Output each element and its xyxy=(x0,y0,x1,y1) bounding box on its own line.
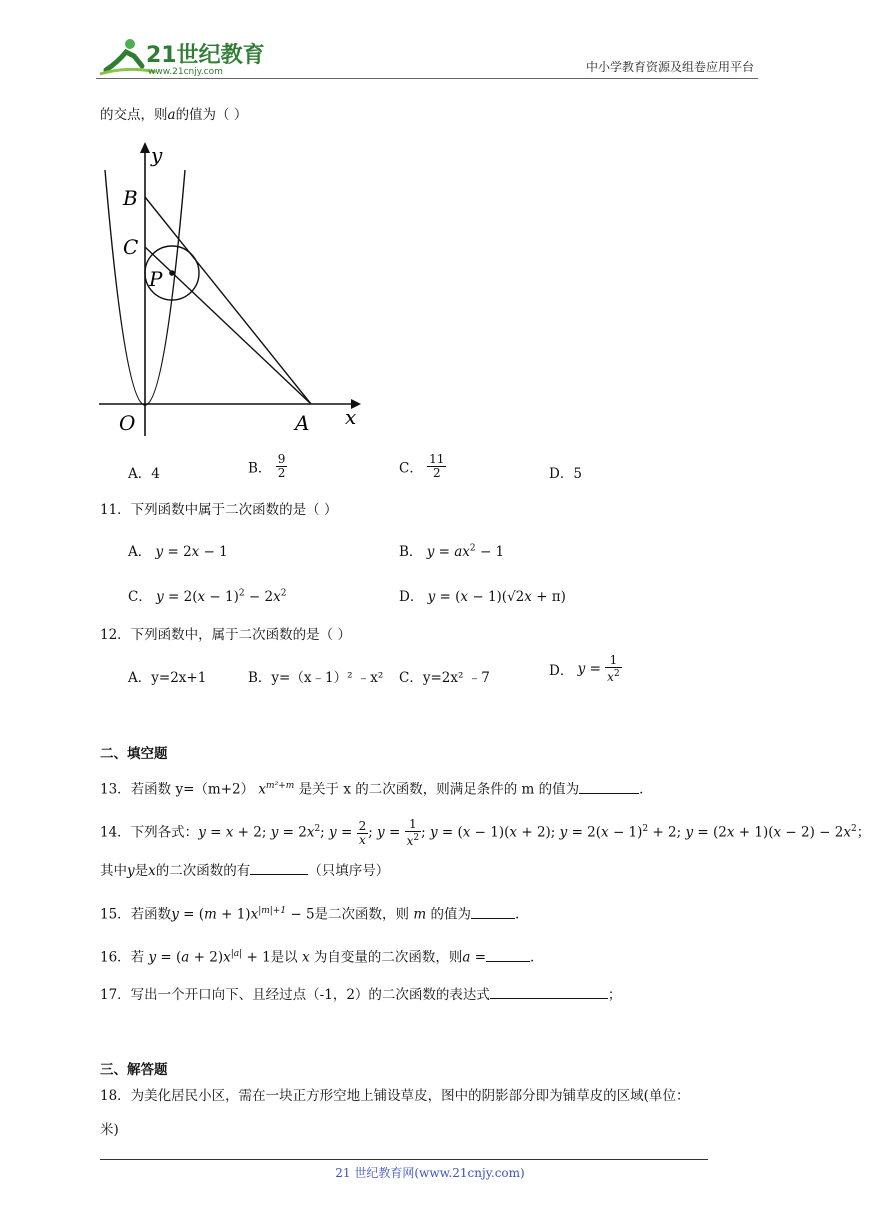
q13-answer-blank[interactable] xyxy=(579,779,639,794)
q12-option-d[interactable]: D． y = $\frac{1}{x^2}$ xyxy=(549,653,620,684)
footer-link[interactable]: 21 世纪教育网(www.21cnjy.com) xyxy=(335,1166,525,1180)
svg-text:B: B xyxy=(123,186,138,210)
svg-text:www.21cnjy.com: www.21cnjy.com xyxy=(148,67,223,77)
q11-option-a[interactable]: A． y = 2x − 1 xyxy=(128,544,228,560)
q14-line1: 14．下列各式：y = x + 2; $y = 2x^2$; y = $\frac{2}{x}$ ; y = $\frac{1}{x^2}$ ; y = (x − 1)(x + 2); $y = 2(x - 1)^2 + 2$; $y = (2x + 1)(x - 2) - 2x^2$； xyxy=(100,817,870,848)
svg-text:y: y xyxy=(151,143,163,167)
q10-option-d[interactable]: D．5 xyxy=(549,466,582,482)
q18-line1: 18．为美化居民小区，需在一块正方形空地上铺设草皮，图中的阴影部分即为铺草皮的区域(单位： xyxy=(100,1088,690,1104)
q10-option-a[interactable]: A．4 xyxy=(128,466,160,482)
section-fill-blank-title: 二、填空题 xyxy=(100,746,168,762)
q12-option-a[interactable]: A．y=2x+1 xyxy=(128,670,207,686)
svg-text:21世纪教育: 21世纪教育 xyxy=(146,43,265,68)
q13: 13．若函数 y=（m+2） $x^{m^2+m}$ 是关于 x 的二次函数，则满足条件的 m 的值为 . xyxy=(100,776,643,800)
svg-text:O: O xyxy=(119,411,136,435)
svg-text:x: x xyxy=(345,405,357,429)
q18-line2: 米) xyxy=(100,1122,119,1138)
svg-text:A: A xyxy=(295,411,310,435)
q12-option-b[interactable]: B．y=（x﹣1）² ﹣x² xyxy=(248,670,384,686)
runner-logo-icon xyxy=(96,36,265,80)
q11-option-d[interactable]: D． y = (x − 1)(√2x + π) xyxy=(399,589,566,605)
q17-answer-blank[interactable] xyxy=(490,984,608,999)
header-platform-name: 中小学教育资源及组卷应用平台 xyxy=(585,60,754,74)
q11-stem: 11．下列函数中属于二次函数的是（ ） xyxy=(100,502,338,518)
q15: 15．若函数$y = (m + 1)x^{|m|+1} - 5$是二次函数，则 m 的值为 . xyxy=(100,901,519,925)
svg-text:P: P xyxy=(149,267,163,291)
q10-option-b[interactable]: B． $\frac{9}{2}$ xyxy=(248,452,286,480)
q16-answer-blank[interactable] xyxy=(486,947,530,962)
footer-divider xyxy=(100,1159,708,1160)
q16: 16．若 $y = (a + 2)x^{|a|} + 1$是以 x 为自变量的二次函数，则a = . xyxy=(100,944,534,968)
q11-option-c[interactable]: C． $y = 2(x - 1)^2 - 2x^2$ xyxy=(128,588,287,605)
site-logo xyxy=(96,36,265,80)
q12-stem: 12．下列函数中，属于二次函数的是（ ） xyxy=(100,627,351,643)
q10-figure xyxy=(95,140,375,440)
q12-option-c[interactable]: C．y=2x² ﹣7 xyxy=(399,670,490,686)
q10-stem: 的交点，则a的值为（ ） xyxy=(100,107,248,123)
q17: 17．写出一个开口向下、且经过点（-1，2）的二次函数的表达式 ； xyxy=(100,984,621,1005)
q14-answer-blank[interactable] xyxy=(250,860,308,875)
section-solve-title: 三、解答题 xyxy=(100,1062,168,1078)
q11-option-b[interactable]: B． $y = ax^2 - 1$ xyxy=(399,543,505,560)
q15-answer-blank[interactable] xyxy=(471,904,515,919)
svg-text:C: C xyxy=(123,235,139,259)
q14-line2: 其中y是x的二次函数的有 （只填序号） xyxy=(100,860,389,881)
header-divider xyxy=(96,78,758,79)
q10-option-c[interactable]: C． $\frac{11}{2}$ xyxy=(399,452,445,480)
